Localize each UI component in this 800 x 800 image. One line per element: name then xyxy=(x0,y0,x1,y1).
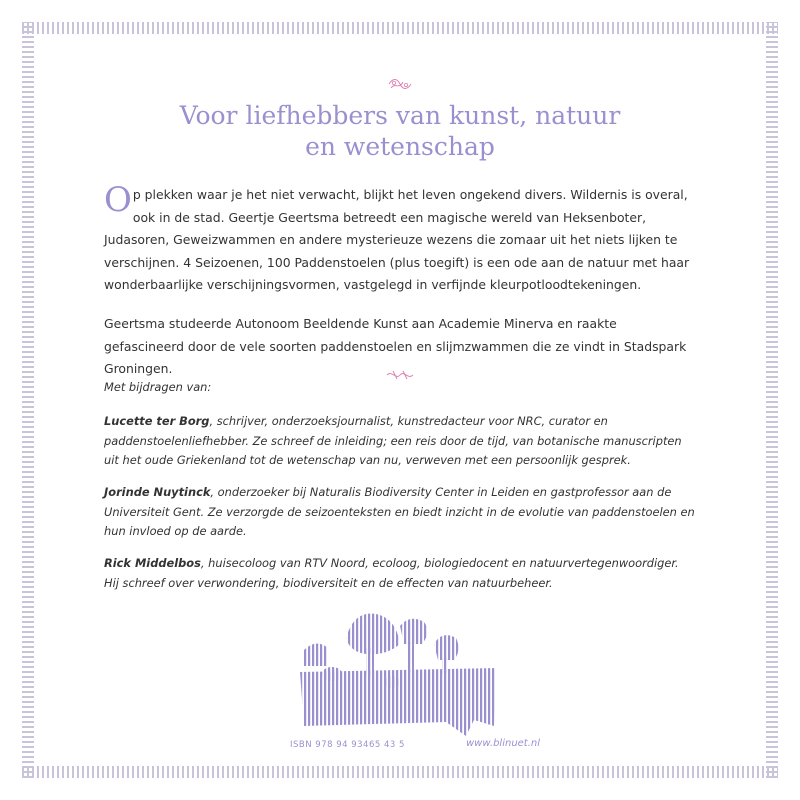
contributor-name: Rick Middelbos xyxy=(104,556,201,570)
drop-cap: O xyxy=(104,180,132,220)
border-top xyxy=(22,22,778,34)
border-bottom xyxy=(22,766,778,778)
contributor-description: , schrijver, onderzoeksjournalist, kunstredacteur voor NRC, curator en paddenstoelenliefhebber. Ze schreef de inleiding; een reis door de tijd, van botanische manuscripten uit het oude Griekenland tot de wetenschap van nu, verweven met een persoonlijk gesprek. xyxy=(104,414,682,467)
contributor-entry xyxy=(104,483,696,542)
contributor-entry xyxy=(104,554,696,593)
bio-paragraph: Geertsma studeerde Autonoom Beeldende Kunst aan Academie Minerva en raakte gefascineerd door de vele soorten paddenstoelen en slijmzwammen die ze vindt in Stadspark Groningen. xyxy=(104,316,687,376)
mushroom-barcode-illustration xyxy=(296,608,506,740)
contributor-description: , huisecoloog van RTV Noord, ecoloog, biologiedocent en natuurvertegenwoordiger. Hij schreef over verwondering, biodiversiteit en de effecten van natuurbeheer. xyxy=(104,556,679,590)
title-line-2: en wetenschap xyxy=(305,132,495,161)
flourish-ornament-top xyxy=(385,76,415,92)
intro-paragraph xyxy=(104,180,696,297)
page-title xyxy=(60,100,740,162)
contributor-entry xyxy=(104,412,696,471)
contributor-name: Lucette ter Borg xyxy=(104,414,210,428)
contributor-description: , onderzoeker bij Naturalis Biodiversity Center in Leiden en gastprofessor aan de Universiteit Gent. Ze verzorgde de seizoenteksten en biedt inzicht in de evolutie van paddenstoelen en hun invloed op de aarde. xyxy=(104,485,695,538)
contributors-intro: Met bijdragen van: xyxy=(104,380,212,394)
title-line-1: Voor liefhebbers van kunst, natuur xyxy=(179,101,621,130)
border-right xyxy=(766,22,778,778)
website-link[interactable]: www.blinuet.nl xyxy=(466,738,541,749)
border-left xyxy=(22,22,34,778)
intro-paragraph-text: p plekken waar je het niet verwacht, blijkt het leven ongekend divers. Wildernis is overal, ook in de stad. Geertje Geertsma betreedt een magische wereld van Heksenboter, Judasoren, Geweizwammen en andere mysterieuze wezens die zomaar uit het niets lijken te verschijnen. 4 Seizoenen, 100 Paddenstoelen (plus toegift) is een ode aan de natuur met haar wonderbaarlijke verschijningsvormen, vastgelegd in verfijnde kleurpotloodtekeningen. xyxy=(104,187,690,292)
isbn-number: ISBN 978 94 93465 43 5 xyxy=(290,740,405,750)
contributor-name: Jorinde Nuytinck xyxy=(104,485,211,499)
